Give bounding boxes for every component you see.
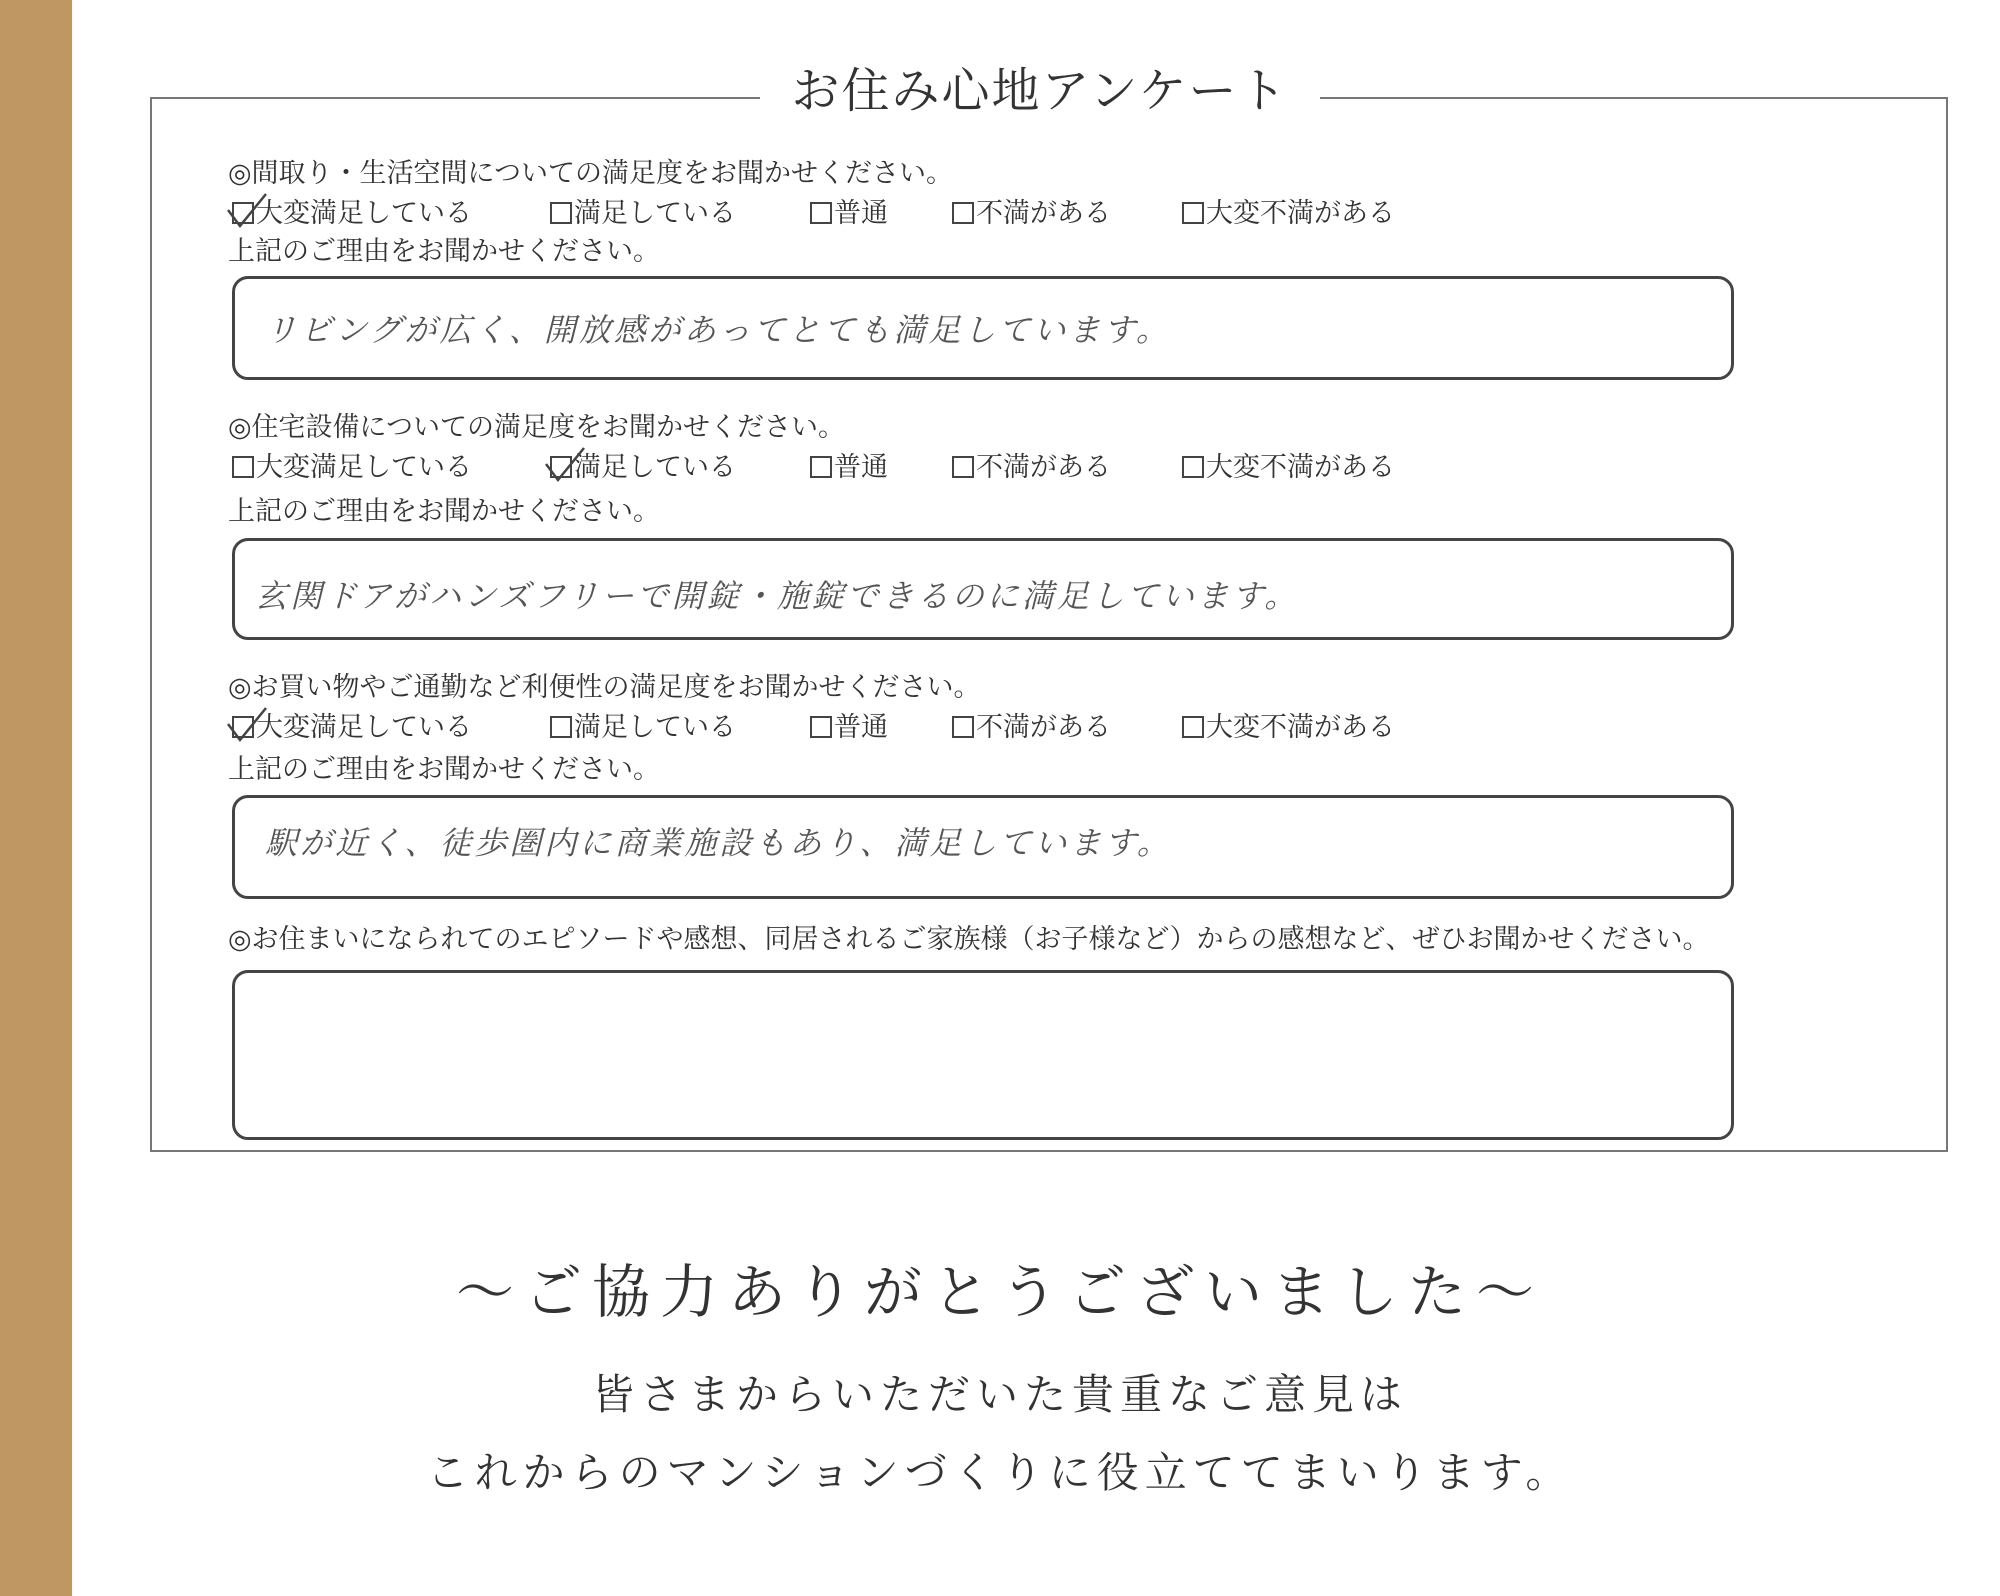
check-mark-icon [226,190,268,230]
checkbox[interactable] [1182,456,1204,478]
checkbox[interactable] [232,202,254,224]
q1-option-satisfied[interactable]: 満足している [550,196,736,232]
checkbox[interactable] [1182,716,1204,738]
checkbox[interactable] [232,716,254,738]
closing-line-1: 皆さまからいただいた貴重なご意見は [591,1370,1408,1419]
q3-option-satisfied[interactable]: 満足している [550,710,736,746]
q2-answer-box[interactable] [232,538,1734,640]
q2-option-very-satisfied[interactable]: 大変満足している [232,450,472,486]
check-mark-icon [544,444,586,484]
q1-answer-box[interactable] [232,276,1734,380]
checkbox[interactable] [550,202,572,224]
survey-title: お住み心地アンケート [760,56,1320,126]
q3-option-dissatisfied[interactable]: 不満がある [952,710,1111,746]
q2-reason-prompt: 上記のご理由をお聞かせください。 [228,496,660,527]
q1-reason-prompt: 上記のご理由をお聞かせください。 [228,236,660,267]
q1-option-very-dissatisfied[interactable]: 大変不満がある [1182,196,1395,232]
q3-handwritten-answer: 駅が近く、徒歩圏内に商業施設もあり、満足しています。 [265,824,1172,862]
q1-handwritten-answer: リビングが広く、開放感があってとても満足しています。 [265,311,1171,349]
check-mark-icon [226,704,268,744]
checkbox[interactable] [952,202,974,224]
q3-option-neutral[interactable]: 普通 [810,710,888,746]
episode-answer-box[interactable] [232,970,1734,1140]
checkbox[interactable] [952,716,974,738]
checkbox[interactable] [810,202,832,224]
q3-option-very-satisfied[interactable]: 大変満足している [232,710,472,746]
question-1-label: ◎間取り・生活空間についての満足度をお聞かせください。 [228,158,954,189]
q1-option-very-satisfied[interactable]: 大変満足している [232,196,472,232]
question-2-label: ◎住宅設備についての満足度をお聞かせください。 [228,412,846,443]
q2-option-very-dissatisfied[interactable]: 大変不満がある [1182,450,1395,486]
q2-option-satisfied[interactable]: 満足している [550,450,736,486]
question-3-label: ◎お買い物やご通勤など利便性の満足度をお聞かせください。 [228,672,981,703]
thanks-message: ～ご協力ありがとうございました～ [455,1258,1544,1326]
q1-option-neutral[interactable]: 普通 [810,196,888,232]
q3-option-very-dissatisfied[interactable]: 大変不満がある [1182,710,1395,746]
side-accent-bar [0,0,72,1596]
checkbox[interactable] [232,456,254,478]
q3-answer-box[interactable] [232,795,1734,899]
closing-line-2: これからのマンションづくりに役立ててまいります。 [426,1448,1574,1497]
q1-option-dissatisfied[interactable]: 不満がある [952,196,1111,232]
q2-handwritten-answer: 玄関ドアがハンズフリーで開錠・施錠できるのに満足しています。 [255,577,1300,615]
checkbox[interactable] [810,716,832,738]
q2-option-dissatisfied[interactable]: 不満がある [952,450,1111,486]
q3-reason-prompt: 上記のご理由をお聞かせください。 [228,754,660,785]
checkbox[interactable] [810,456,832,478]
checkbox[interactable] [550,716,572,738]
episode-question-label: ◎お住まいになられてのエピソードや感想、同居されるご家族様（お子様など）からの感想など、ぜひお聞かせください。 [228,924,1710,955]
checkbox[interactable] [550,456,572,478]
checkbox[interactable] [952,456,974,478]
checkbox[interactable] [1182,202,1204,224]
q2-option-neutral[interactable]: 普通 [810,450,888,486]
